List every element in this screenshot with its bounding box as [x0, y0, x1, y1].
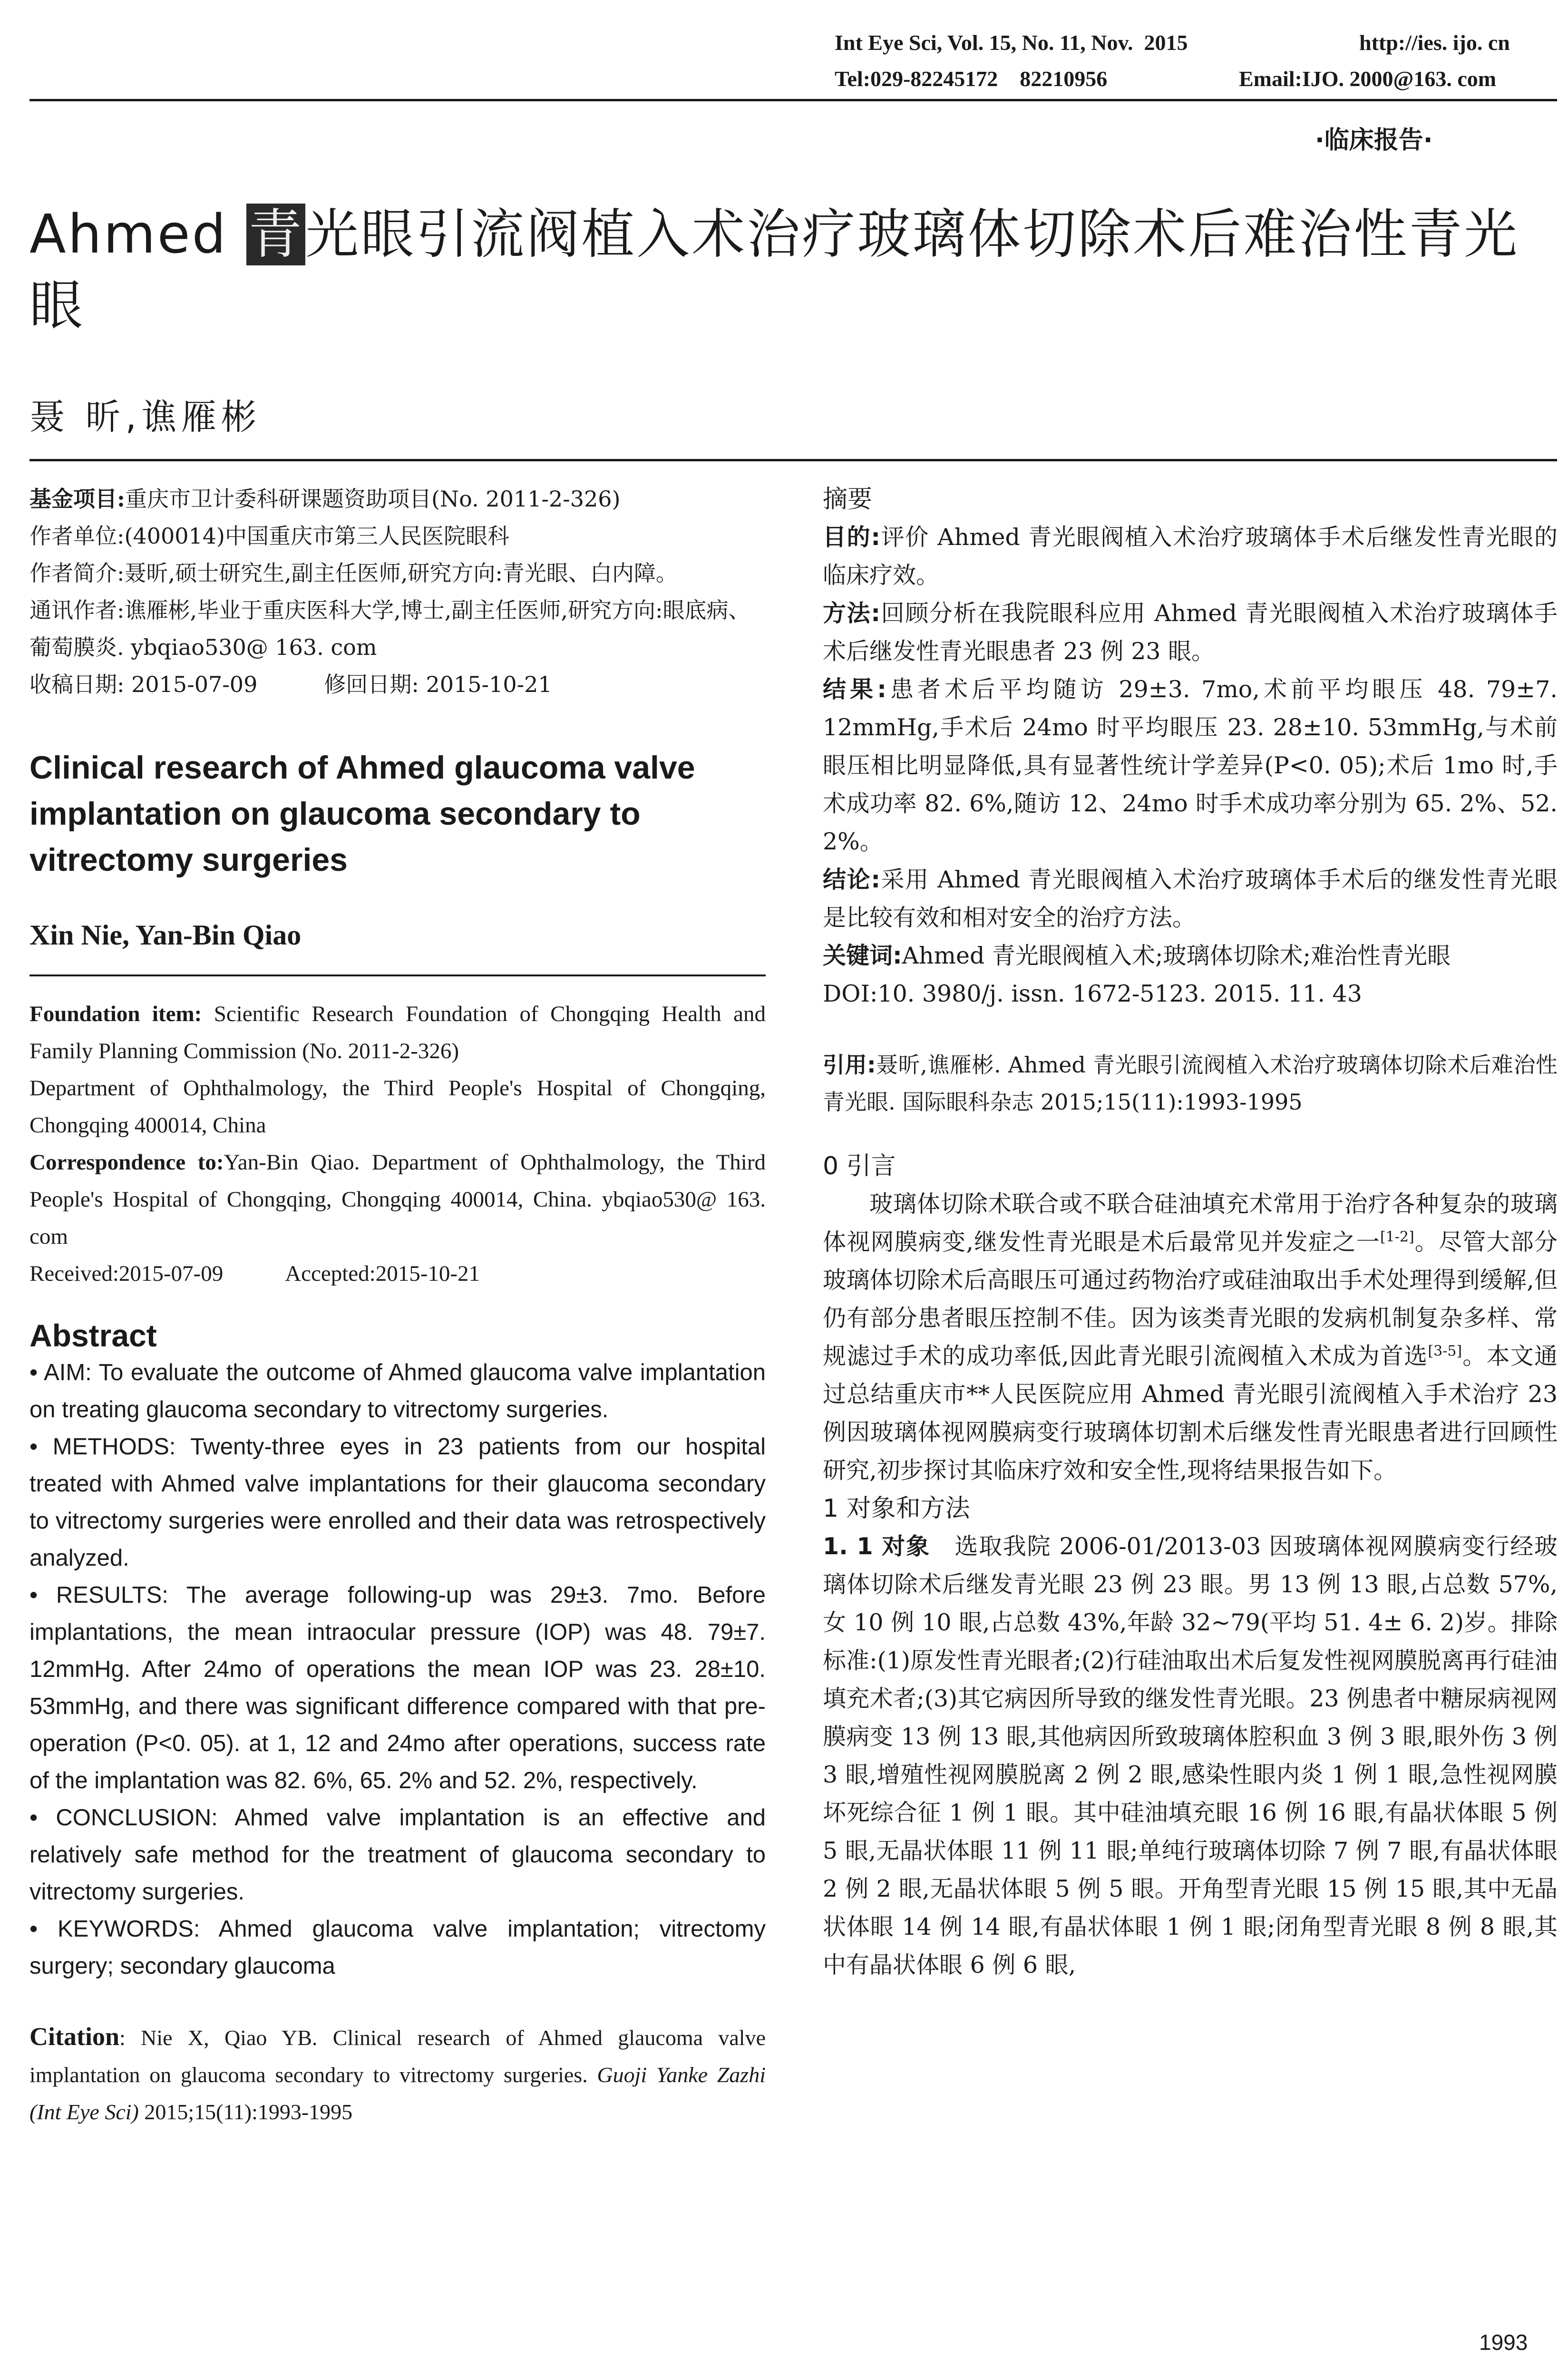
- doi[interactable]: DOI:10. 3980/j. issn. 1672-5123. 2015. 11. 43: [823, 980, 1362, 1007]
- dates-en: [29, 1255, 766, 1292]
- fund-label: 基金项目:: [29, 486, 125, 512]
- citation-cn: [823, 1046, 1558, 1120]
- correspondence-cn: 通讯作者:谯雁彬,毕业于重庆医科大学,博士,副主任医师,研究方向:眼底病、葡萄膜炎. ybqiao530@ 163. com: [29, 597, 750, 660]
- title-rest: 光眼引流阀植入术治疗玻璃体切除术后难治性青光眼: [29, 204, 1519, 337]
- section-1-heading: 1 对象和方法: [823, 1494, 970, 1523]
- foundation-text: Scientific Research Foundation of Chongqing Health and Family Planning Commission (No. 2011-2-326): [29, 1002, 766, 1063]
- accepted-en: Accepted:2015-10-21: [285, 1261, 480, 1286]
- correspondence-label: Correspondence to:: [29, 1150, 224, 1175]
- abstract-keywords: • KEYWORDS: Ahmed glaucoma valve implantation; vitrectomy surgery; secondary glaucoma: [29, 1916, 766, 1979]
- correspondence-en: [29, 1144, 766, 1255]
- intro-ref-1[interactable]: [1-2]: [1380, 1228, 1414, 1246]
- subsection-1-1-heading: 1. 1 对象: [823, 1533, 930, 1560]
- english-front-matter: [29, 995, 766, 1292]
- section-0-heading: 0 引言: [823, 1152, 896, 1180]
- keywords-text: Ahmed 青光眼阀植入术;玻璃体切除术;难治性青光眼: [902, 942, 1451, 969]
- abstract-cn-goal: [823, 518, 1558, 594]
- english-title: Clinical research of Ahmed glaucoma valve implantation on glaucoma secondary to vitrectomy surgeries: [29, 750, 695, 878]
- english-authors: Xin Nie, Yan-Bin Qiao: [29, 919, 302, 951]
- foundation-item: [29, 995, 766, 1070]
- dates-cn: [29, 666, 766, 703]
- citation-volume: 2015;15(11):1993-1995: [138, 2100, 353, 2124]
- method-label: 方法:: [823, 600, 880, 627]
- intro-paragraph: [823, 1185, 1558, 1490]
- title-rule: [29, 459, 1557, 461]
- goal-text: 评价 Ahmed 青光眼阀植入术治疗玻璃体手术后继发性青光眼的临床疗效。: [823, 524, 1558, 589]
- section-tag: ·临床报告·: [1315, 126, 1433, 155]
- affiliation: 作者单位:(400014)中国重庆市第三人民医院眼科: [29, 523, 509, 549]
- keywords-label: 关键词:: [823, 942, 902, 969]
- abstract-cn-conclusion: [823, 861, 1558, 937]
- title-prefix: Ahmed: [29, 204, 247, 265]
- conclusion-text: 采用 Ahmed 青光眼阀植入术治疗玻璃体手术后的继发性青光眼是比较有效和相对安全的治疗方法。: [823, 866, 1558, 931]
- foundation-label: Foundation item:: [29, 1002, 202, 1026]
- goal-label: 目的:: [823, 524, 880, 551]
- abstract-cn-method: [823, 594, 1558, 671]
- header-rule: [29, 99, 1557, 101]
- received-en: Received:2015-07-09: [29, 1261, 224, 1286]
- abstract-heading: Abstract: [29, 1318, 157, 1353]
- abstract-cn-result: [823, 671, 1558, 861]
- intro-ref-2[interactable]: [3-5]: [1428, 1343, 1462, 1360]
- citation-cn-text: 聂昕,谯雁彬. Ahmed 青光眼引流阀植入术治疗玻璃体切除术后难治性青光眼. 国际眼科杂志 2015;15(11):1993-1995: [823, 1052, 1558, 1115]
- abstract-results: • RESULTS: The average following-up was 29±3. 7mo. Before implantations, the mean intraocular pressure (IOP) was 48. 79±7. 12mmHg. After 24mo of operations the mean IOP was 23. 28±10. 53mmHg, and there was significant difference compared with that pre-operation (P<0. 05). at 1, 12 and 24mo after operations, success rate of the implantation was 82. 6%, 65. 2% and 52. 2%, respectively.: [29, 1582, 766, 1793]
- subjects-text: 选取我院 2006-01/2013-03 因玻璃体视网膜病变行经玻璃体切除术后继发青光眼 23 例 23 眼。男 13 例 13 眼,占总数 57%,女 10 例 10 眼,占总数 43%,年龄 32~79(平均 51. 4± 6. 2)岁。排除标准:(1)原发性青光眼者;(2)行硅油取出术后复发性视网膜脱离再行硅油填充术者;(3)其它病因所导致的继发性青光眼。23 例患者中糖尿病视网膜病变 13 例 13 眼,其他病因所致玻璃体腔积血 3 例 3 眼,眼外伤 3 例 3 眼,增殖性视网膜脱离 2 例 2 眼,感染性眼内炎 1 例 1 眼,急性视网膜坏死综合征 1 例 1 眼。其中硅油填充眼 16 例 16 眼,有晶状体眼 5 例 5 眼,无晶状体眼 11 例 11 眼;单纯行玻璃体切除 7 例 7 眼,有晶状体眼 2 例 2 眼,无晶状体眼 5 例 5 眼。开角型青光眼 15 例 15 眼,其中无晶状体眼 14 例 14 眼,有晶状体眼 1 例 1 眼;闭角型青光眼 8 例 8 眼,其中有晶状体眼 6 例 6 眼,: [823, 1533, 1558, 1978]
- revised-cn: 修回日期: 2015-10-21: [324, 672, 552, 697]
- page-number: 1993: [1479, 2330, 1528, 2355]
- citation-text: : Nie X, Qiao YB. Clinical research of Ahmed glaucoma valve implantation on glaucoma secondary to vitrectomy surgeries.: [29, 2026, 766, 2087]
- department: Department of Ophthalmology, the Third People's Hospital of Chongqing, Chongqing 400014, China: [29, 1076, 766, 1138]
- article-title-cn: [29, 199, 1551, 341]
- subjects-paragraph: [823, 1528, 1558, 1984]
- journal-citation-line: Int Eye Sci, Vol. 15, No. 11, Nov. 2015: [835, 30, 1188, 55]
- correspondence-text: Yan-Bin Qiao. Department of Ophthalmology, the Third People's Hospital of Chongqing, Chongqing 400014, China. ybqiao530@ 163. com: [29, 1150, 766, 1249]
- citation-journal: Guoji Yanke Zazhi (Int Eye Sci): [29, 2063, 766, 2124]
- fund-text: 重庆市卫计委科研课题资助项目(No. 2011-2-326): [125, 486, 621, 512]
- result-text: 患者术后平均随访 29±3. 7mo,术前平均眼压 48. 79±7. 12mmHg,手术后 24mo 时平均眼压 23. 28±10. 53mmHg,与术前眼压相比明显降低,具有显著性统计学差异(P<0. 05);术后 1mo 时,手术成功率 82. 6%,随访 12、24mo 时手术成功率分别为 65. 2%、52. 2%。: [823, 676, 1558, 855]
- abstract-body: [29, 1354, 766, 1985]
- method-text: 回顾分析在我院眼科应用 Ahmed 青光眼阀植入术治疗玻璃体手术后继发性青光眼患者 23 例 23 眼。: [823, 600, 1558, 665]
- intro-text-b: 。尽管大部分玻璃体切除术后高眼压可通过药物治疗或硅油取出手术处理得到缓解,但仍有部分患者眼压控制不佳。因为该类青光眼的发病机制复杂多样、常规滤过手术的成功率低,因此青光眼引流阀植入术成为首选: [823, 1228, 1558, 1370]
- abstract-cn-heading: 摘要: [823, 485, 873, 514]
- authors-cn: 聂 昕,谯雁彬: [29, 397, 262, 438]
- fund-item: [29, 480, 766, 517]
- received-cn: 收稿日期: 2015-07-09: [29, 672, 258, 697]
- citation-cn-label: 引用:: [823, 1052, 876, 1078]
- abstract-methods: • METHODS: Twenty-three eyes in 23 patients from our hospital treated with Ahmed valve implantations for their glaucoma secondary to vitrectomy surgeries were enrolled and their data was retrospectively analyzed.: [29, 1434, 766, 1571]
- keywords-cn: [823, 937, 1558, 975]
- journal-url[interactable]: http://ies. ijo. cn: [1359, 30, 1510, 55]
- intro-text-c: 。本文通过总结重庆市**人民医院应用 Ahmed 青光眼引流阀植入手术治疗 23 例因玻璃体视网膜病变行玻璃体切割术后继发性青光眼患者进行回顾性研究,初步探讨其临床疗效和安全性,现将结果报告如下。: [823, 1343, 1558, 1484]
- citation-en: [29, 2018, 766, 2131]
- abstract-conclusion: • CONCLUSION: Ahmed valve implantation is an effective and relatively safe method for the treatment of glaucoma secondary to vitrectomy surgeries.: [29, 1805, 766, 1905]
- english-authors-rule: [29, 974, 766, 976]
- author-bio: 作者简介:聂昕,硕士研究生,副主任医师,研究方向:青光眼、白内障。: [29, 560, 678, 586]
- journal-tel: Tel:029-82245172 82210956: [835, 67, 1108, 91]
- citation-label: Citation: [29, 2022, 119, 2051]
- title-highlighted-char: 青: [246, 204, 305, 265]
- intro-text-a: 玻璃体切除术联合或不联合硅油填充术常用于治疗各种复杂的玻璃体视网膜病变,继发性青光眼是术后最常见并发症之一: [823, 1190, 1558, 1256]
- left-column: [29, 480, 766, 2131]
- result-label: 结果:: [823, 676, 886, 703]
- journal-email[interactable]: Email:IJO. 2000@163. com: [1239, 67, 1497, 91]
- conclusion-label: 结论:: [823, 866, 880, 893]
- abstract-aim: • AIM: To evaluate the outcome of Ahmed glaucoma valve implantation on treating glaucoma secondary to vitrectomy surgeries.: [29, 1360, 766, 1422]
- right-column: [823, 480, 1558, 1984]
